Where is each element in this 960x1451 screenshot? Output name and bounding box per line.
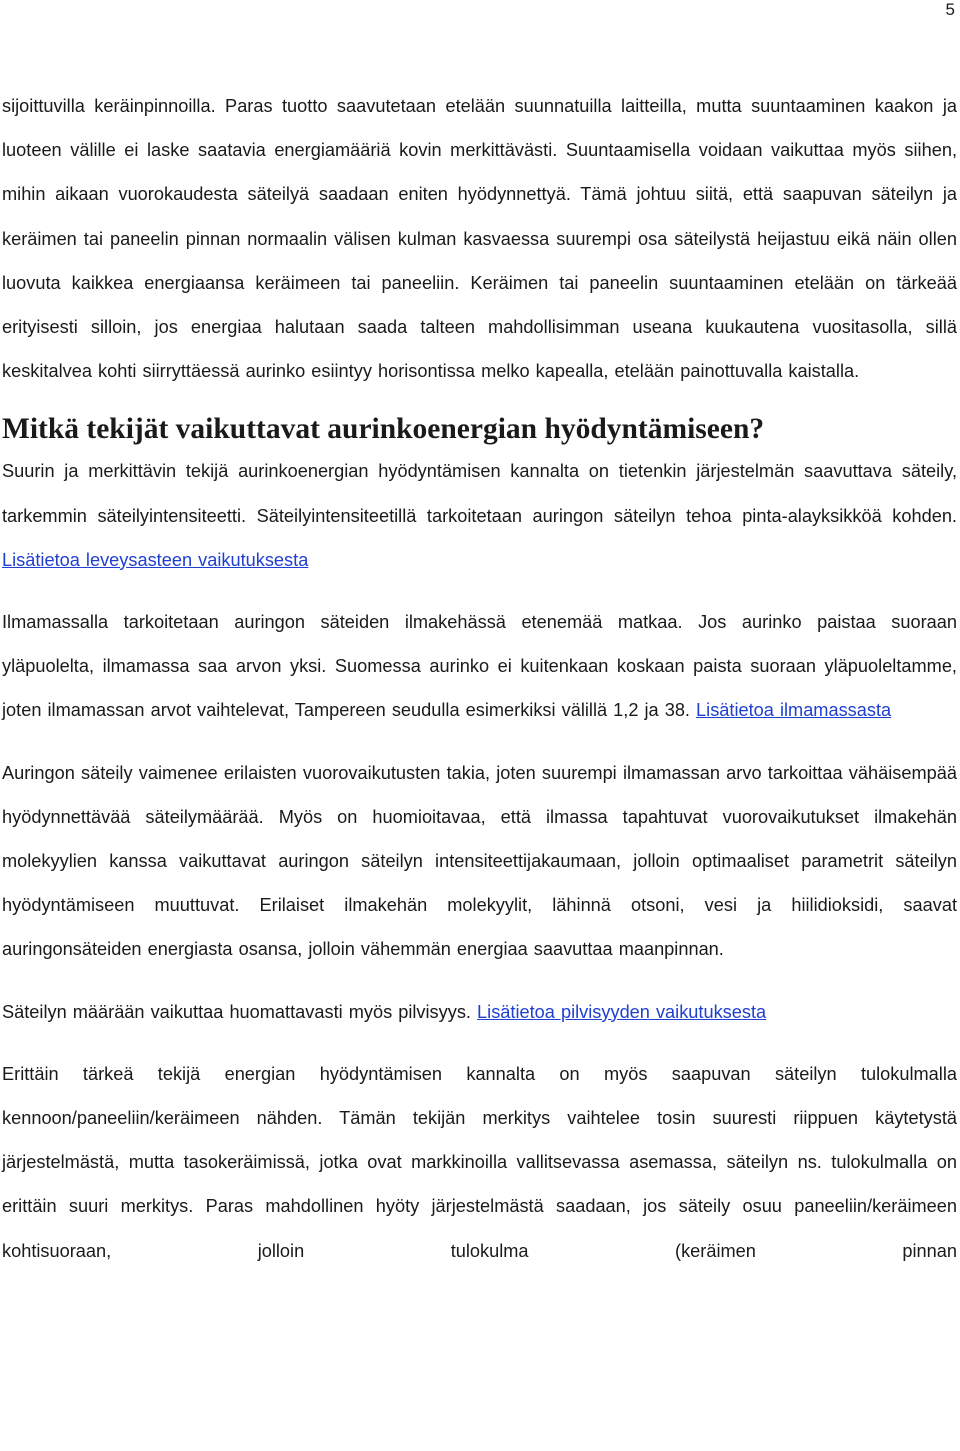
- paragraph-air-mass-text: Ilmamassalla tarkoitetaan auringon säteiden ilmakehässä etenemää matkaa. Jos aurinko paistaa suoraan yläpuolelta, ilmamassa saa arvon yksi. Suomessa aurinko ei kuitenkaan koskaan paista suoraan yläpuoleltamme, joten ilmamassan arvot vaihtelevat, Tampereen seudulla esimerkiksi välillä 1,2 ja 38.: [2, 612, 957, 721]
- paragraph-irradiance-text: Suurin ja merkittävin tekijä aurinkoenergian hyödyntämisen kannalta on tietenkin järjestelmän saavuttava säteily, tarkemmin säteilyintensiteetti. Säteilyintensiteetillä tarkoitetaan auringon säteilyn tehoa pinta-alayksikköä kohden.: [2, 461, 957, 526]
- paragraph-orientation: sijoittuvilla keräinpinnoilla. Paras tuotto saavutetaan etelään suunnatuilla laitteilla, mutta suuntaaminen kaakon ja luoteen välille ei laske saatavia energiamääriä kovin merkittävästi. Suuntaamisella voidaan vaikuttaa myös siihen, mihin aikaan vuorokaudesta säteilyä saadaan eniten hyödynnettyä. Tämä johtuu siitä, että saapuvan säteilyn ja keräimen tai paneelin pinnan normaalin välisen kulman kasvaessa suurempi osa säteilystä heijastuu eikä näin ollen luovuta kaikkea energiaansa keräimeen tai paneeliin. Keräimen tai paneelin suuntaaminen etelään on tärkeää erityisesti silloin, jos energiaa halutaan saada talteen mahdollisimman useana kuukautena vuositasolla, sillä keskitalvea kohti siirryttäessä aurinko esiintyy horisontissa melko kapealla, etelään painottuvalla kaistalla.: [2, 96, 957, 382]
- link-latitude-effect[interactable]: Lisätietoa leveysasteen vaikutuksesta: [2, 549, 309, 570]
- document-body: [2, 84, 957, 1273]
- paragraph-incidence-angle: Erittäin tärkeä tekijä energian hyödyntämisen kannalta on myös saapuvan säteilyn tulokulmalla kennoon/paneeliin/keräimeen nähden. Tämän tekijän merkitys vaihtelee tosin suuresti riippuen käytetystä järjestelmästä, mutta tasokeräimissä, jotka ovat markkinoilla vallitsevassa asemassa, säteilyn ns. tulokulmalla on erittäin suuri merkitys. Paras mahdollinen hyöty järjestelmästä saadaan, jos säteily osuu paneeliin/keräimeen kohtisuoraan, jolloin tulokulma (keräimen pinnan: [2, 1063, 957, 1261]
- paragraph-cloudiness: [2, 990, 957, 1034]
- link-air-mass[interactable]: Lisätietoa ilmamassasta: [696, 700, 892, 721]
- section-heading: Mitkä tekijät vaikuttavat aurinkoenergian hyödyntämiseen?: [2, 413, 765, 446]
- paragraph-cloudiness-text: Säteilyn määrään vaikuttaa huomattavasti myös pilvisyys.: [2, 1001, 478, 1022]
- paragraph-irradiance: [2, 449, 957, 582]
- paragraph-attenuation: Auringon säteily vaimenee erilaisten vuorovaikutusten takia, joten suurempi ilmamassan arvo tarkoittaa vähäisempää hyödynnettävää säteilymäärää. Myös on huomioitavaa, että ilmassa tapahtuvat vuorovaikutukset ilmakehän molekyylien kanssa vaikuttavat auringon säteilyn intensiteettijakaumaan, jolloin optimaaliset parametrit säteilyn hyödyntämiseen muuttuvat. Erilaiset ilmakehän molekyylit, lähinnä otsoni, vesi ja hiilidioksidi, saavat auringonsäteiden energiasta osansa, jolloin vähemmän energiaa saavuttaa maanpinnan.: [2, 762, 957, 960]
- page-number: 5: [945, 0, 955, 19]
- paragraph-air-mass: [2, 600, 957, 733]
- link-cloudiness-effect[interactable]: Lisätietoa pilvisyyden vaikutuksesta: [477, 1001, 767, 1022]
